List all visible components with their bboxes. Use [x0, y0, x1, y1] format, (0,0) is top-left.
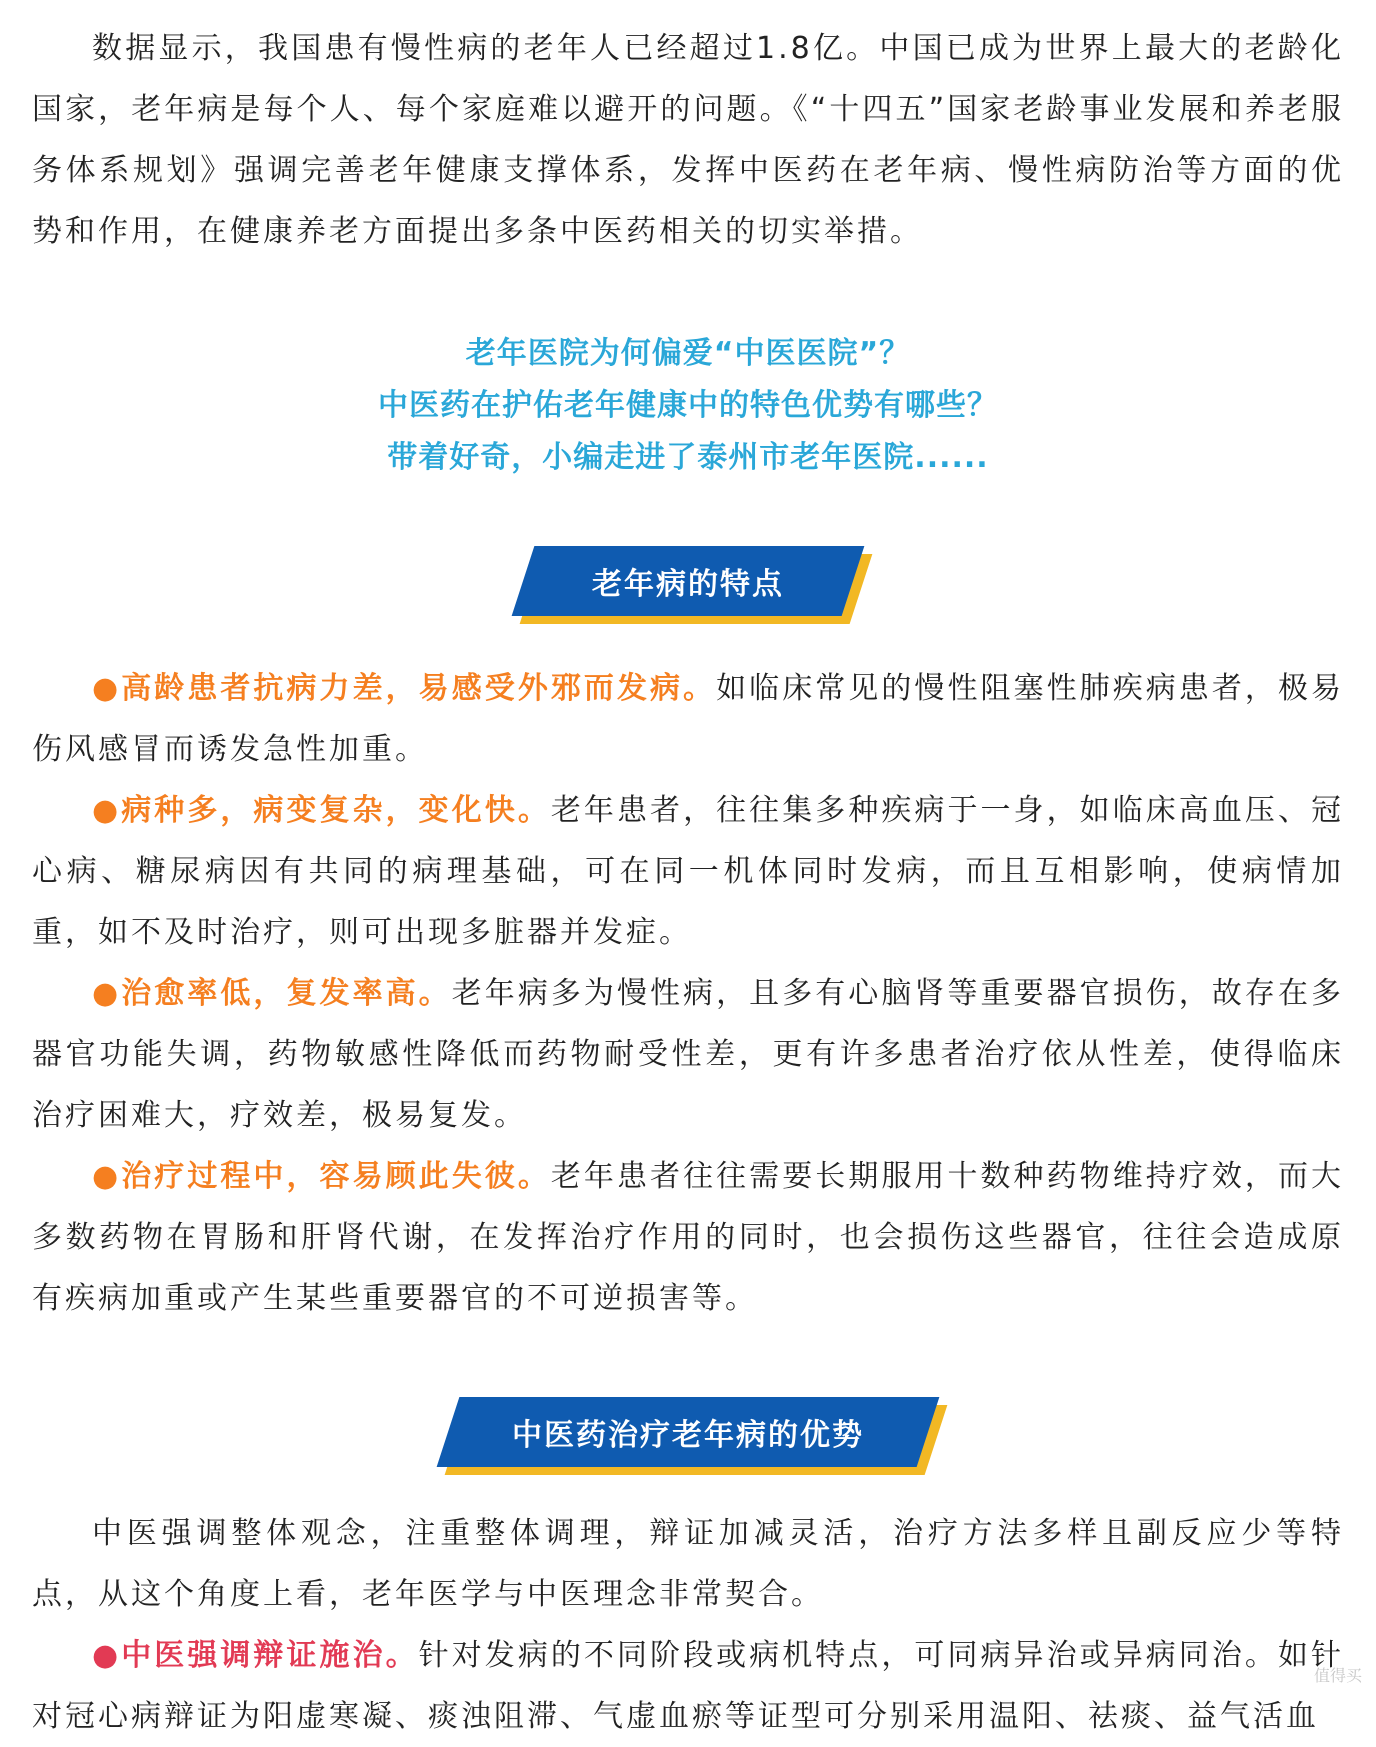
advantages-list [32, 1503, 1344, 1747]
item-text: 老年病多为慢性病，且多有心脑肾等重要器官损伤，故存在多器官功能失调，药物敏感性降低而药物耐受性差，更有许多患者治疗依从性差，使得临床治疗困难大，疗效差，极易复发。 [32, 976, 1344, 1133]
list-item [32, 780, 1344, 963]
question-block [32, 328, 1344, 484]
intro-paragraph: 数据显示，我国患有慢性病的老年人已经超过1.8亿。中国已成为世界上最大的老龄化国家，老年病是每个人、每个家庭难以避开的问题。《“十四五”国家老龄事业发展和养老服务体系规划》强调完善老年健康支撑体系，发挥中医药在老年病、慢性病防治等方面的优势和作用，在健康养老方面提出多条中医药相关的切实举措。 [32, 31, 1344, 249]
banner-face [512, 546, 865, 616]
item-text: 老年患者往往需要长期服用十数种药物维持疗效，而大多数药物在胃肠和肝肾代谢，在发挥治疗作用的同时，也会损伤这些器官，往往会造成原有疾病加重或产生某些重要器官的不可逆损害等。 [32, 1159, 1345, 1316]
watermark: 值得买 [1313, 1668, 1362, 1685]
question-line: 中医药在护佑老年健康中的特色优势有哪些？ [378, 388, 998, 423]
item-highlight: ●中医强调辩证施治。 [92, 1638, 419, 1673]
list-item [32, 1146, 1344, 1329]
section-banner [32, 546, 1344, 616]
list-item [32, 658, 1344, 780]
item-text: 针对发病的不同阶段或病机特点，可同病异治或异病同治。如针对冠心病辩证为阳虚寒凝、痰浊阻滞、气虚血瘀等证型可分别采用温阳、祛痰、益气活血 [32, 1638, 1344, 1734]
item-highlight: ●治愈率低，复发率高。 [92, 976, 452, 1011]
section-title: 老年病的特点 [592, 567, 784, 602]
article [32, 0, 1344, 1747]
section-intro-paragraph: 中医强调整体观念，注重整体调理，辩证加减灵活，治疗方法多样且副反应少等特点，从这个角度上看，老年医学与中医理念非常契合。 [32, 1516, 1344, 1612]
question-line: 老年医院为何偏爱“中医医院”？ [465, 336, 911, 371]
banner-face [437, 1397, 940, 1467]
section-banner-shape [448, 1397, 928, 1467]
item-text: 如临床常见的慢性阻塞性肺疾病患者，极易伤风感冒而诱发急性加重。 [32, 671, 1344, 767]
list-item [32, 963, 1344, 1146]
item-highlight: ●病种多，病变复杂，变化快。 [92, 793, 551, 828]
section-title: 中医药治疗老年病的优势 [512, 1418, 864, 1453]
question-line: 带着好奇，小编走进了泰州市老年医院...... [387, 440, 989, 475]
item-highlight: ●治疗过程中，容易顾此失彼。 [92, 1159, 551, 1194]
item-text: 老年患者，往往集多种疾病于一身，如临床高血压、冠心病、糖尿病因有共同的病理基础，可在同一机体同时发病，而且互相影响，使病情加重，如不及时治疗，则可出现多脏器并发症。 [32, 793, 1345, 950]
item-highlight: ●高龄患者抗病力差，易感受外邪而发病。 [92, 671, 717, 706]
list-item [32, 1625, 1344, 1747]
section-banner-shape [523, 546, 853, 616]
section-banner [32, 1397, 1344, 1467]
characteristics-list [32, 658, 1344, 1329]
